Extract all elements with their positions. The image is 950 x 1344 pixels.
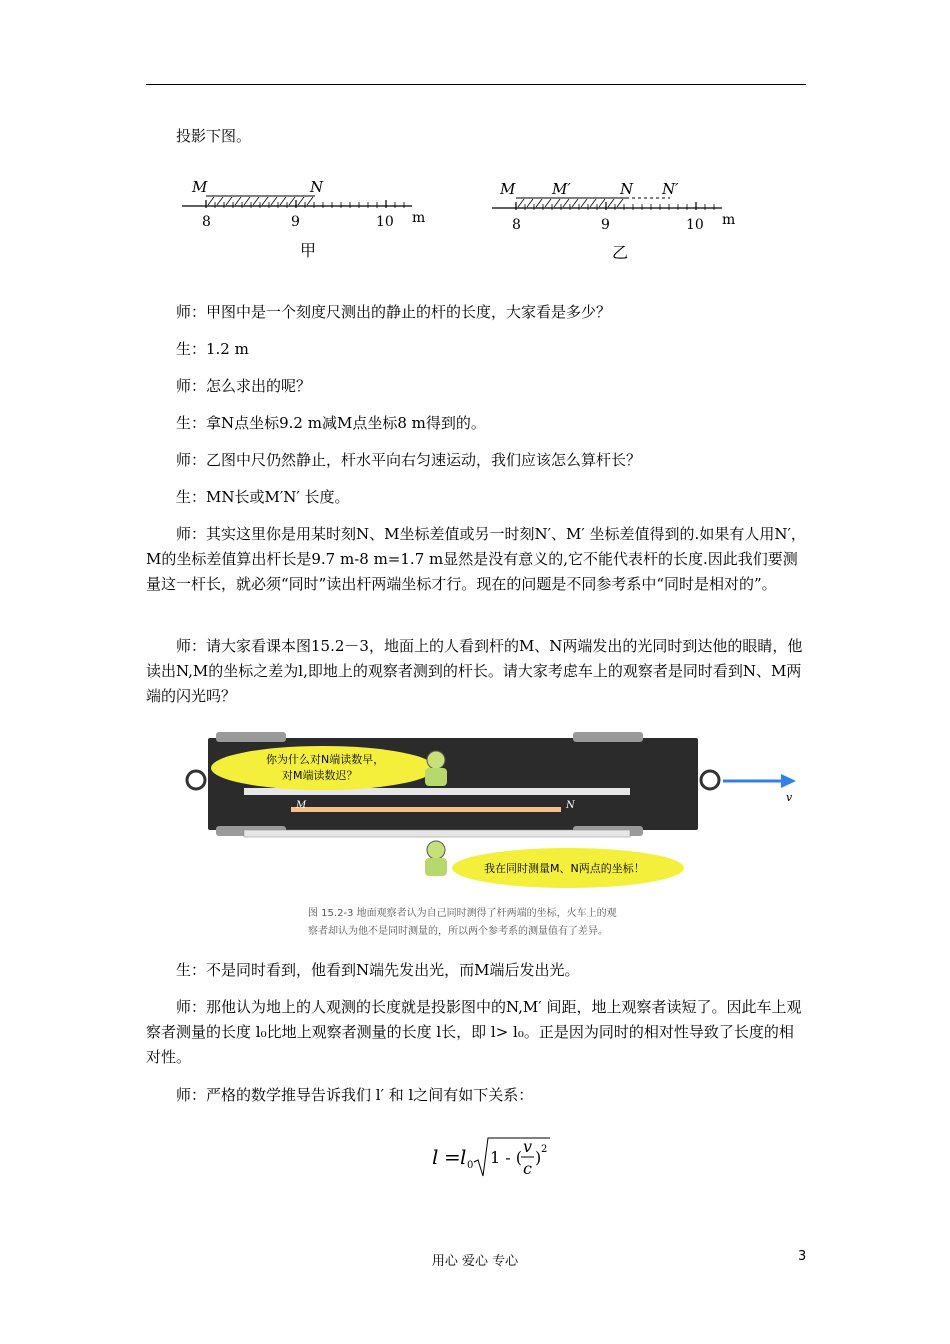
hatch-line: [608, 199, 614, 207]
tick-label-10: 10: [686, 217, 704, 233]
train-observer-body: [425, 768, 447, 786]
tick-label-8: 8: [512, 217, 521, 233]
hatch-line: [235, 197, 241, 205]
label-m: M: [192, 178, 208, 196]
formula-num: v: [523, 1137, 533, 1156]
hatch-line: [262, 197, 268, 205]
formula-length-contraction: [430, 1132, 570, 1182]
formula-sub0: 0: [467, 1160, 474, 1171]
figure-caption-yi: 乙: [612, 243, 629, 262]
tick-label-8: 8: [202, 214, 211, 230]
train-wheel: [216, 732, 286, 742]
tick-label-9: 9: [601, 217, 610, 233]
train-wheel: [573, 732, 643, 742]
formula-eq: =: [444, 1145, 461, 1169]
hatch-line: [244, 197, 250, 205]
paragraph-teacher-5: 师：请大家看课本图15.2－3，地面上的人看到杆的M、N两端发出的光同时到达他的眼睛，他读出N,M的坐标之差为l,即地上的观察者测到的杆长。请大家考虑车上的观察者是同时看到N、M两端的闪光吗？: [146, 637, 803, 705]
rod-label-m: M: [296, 800, 307, 811]
hatch-line: [307, 197, 313, 205]
unit-label: m: [412, 210, 426, 226]
hatch-line: [280, 197, 286, 205]
hatch-line: [536, 199, 542, 207]
ground-observer-head: [427, 841, 445, 859]
formula-lhs: l: [432, 1145, 439, 1169]
hatch-line: [527, 199, 533, 207]
paragraph-teacher-2: 师：怎么求出的呢？: [176, 377, 312, 395]
hatch-line: [590, 199, 596, 207]
paragraph-student-3: 生：MN长或M′N′ 长度。: [176, 488, 350, 506]
hatch-line: [518, 199, 524, 207]
formula-one-minus: 1 - (: [490, 1148, 522, 1167]
train-caption-line1: 图 15.2-3 地面观察者认为自己同时测得了杆两端的坐标，火车上的观: [308, 908, 617, 919]
paragraph-teacher-4: 师：其实这里你是用某时刻N、M坐标差值或另一时刻N′、M′ 坐标差值得到的.如果有人用N′，M的坐标差值算出杆长是9.7 m-8 m=1.7 m显然是没有意义的,它不能代表杆的长度.因此我们要测量这一杆长，就必须“同时”读出杆两端坐标才行。现在的问题是不同参考系中“同时是相对的”。: [146, 525, 806, 593]
rod-label-n: N: [566, 800, 575, 811]
formula-sup: 2: [541, 1144, 548, 1155]
velocity-arrow-head: [781, 774, 796, 788]
formula-l0: l: [460, 1145, 467, 1169]
tick-label-9: 9: [291, 214, 300, 230]
hatch-line: [554, 199, 560, 207]
label-n-prime: N′: [662, 180, 679, 198]
measured-rod: [291, 807, 561, 812]
label-n: N: [310, 178, 324, 196]
paragraph-teacher-1: 师：甲图中是一个刻度尺测出的静止的杆的长度，大家看是多少？: [176, 303, 612, 321]
train-observer-head: [427, 751, 445, 769]
hatch-line: [226, 197, 232, 205]
hatch-line: [298, 197, 304, 205]
ruler-figure-jia: [180, 176, 430, 266]
bubble-train-line1: 你为什么对N端读数早，: [266, 753, 385, 766]
train-caption-line2: 察者却认为他不是同时测量的，所以两个参考系的测量值有了差异。: [308, 926, 608, 937]
page-number: 3: [798, 1249, 807, 1264]
train-hook-left: [187, 771, 205, 789]
formula-close: ): [535, 1148, 542, 1167]
paragraph-student-1: 生：1.2 m: [176, 340, 249, 358]
hatch-line: [271, 197, 277, 205]
hatch-line: [253, 197, 259, 205]
ground-scale: [244, 830, 630, 837]
paragraph-student-2: 生：拿N点坐标9.2 m减M点坐标8 m得到的。: [176, 414, 486, 432]
hatch-line: [563, 199, 569, 207]
tick-label-10: 10: [376, 214, 394, 230]
hatch-line: [217, 197, 223, 205]
hatch-line: [617, 199, 623, 207]
label-m-prime: M′: [552, 180, 571, 198]
paragraph-intro: 投影下图。: [176, 127, 252, 145]
bubble-train-line2: 对M端读数迟？: [282, 769, 358, 782]
ground-observer-body: [425, 858, 447, 876]
paragraph-teacher-6: 师：那他认为地上的人观测的长度就是投影图中的N,M′ 间距，地上观察者读短了。因此车上观察者测量的长度 l₀比地上观察者测量的长度 l长，即 l> l₀。正是因为同时的相对性导致了长度的相对性。: [146, 998, 802, 1066]
hatch-line: [572, 199, 578, 207]
footer-text: 用心 爱心 专心: [431, 1254, 519, 1269]
paragraph-student-4: 生：不是同时看到，他看到N端先发出光，而M端后发出光。: [176, 961, 580, 979]
hatch-line: [545, 199, 551, 207]
ruler-figure-yi: [490, 176, 750, 266]
label-n: N: [620, 180, 634, 198]
bubble-ground-text: 我在同时测量M、N两点的坐标！: [484, 862, 645, 875]
header-rule: [146, 84, 806, 85]
unit-label: m: [722, 212, 736, 228]
paragraph-teacher-3: 师：乙图中尺仍然静止，杆水平向右匀速运动，我们应该怎么算杆长？: [176, 451, 642, 469]
hatch-line: [289, 197, 295, 205]
hatch-line: [599, 199, 605, 207]
hatch-line: [208, 197, 214, 205]
train-figure: [178, 728, 798, 948]
formula-den: c: [523, 1159, 532, 1178]
paragraph-teacher-7: 师：严格的数学推导告诉我们 l′ 和 l之间有如下关系：: [176, 1086, 534, 1104]
label-m: M: [500, 180, 516, 198]
train-hook-right: [701, 771, 719, 789]
figure-caption-jia: 甲: [300, 241, 317, 260]
hatch-line: [581, 199, 587, 207]
velocity-label: v: [786, 791, 793, 804]
